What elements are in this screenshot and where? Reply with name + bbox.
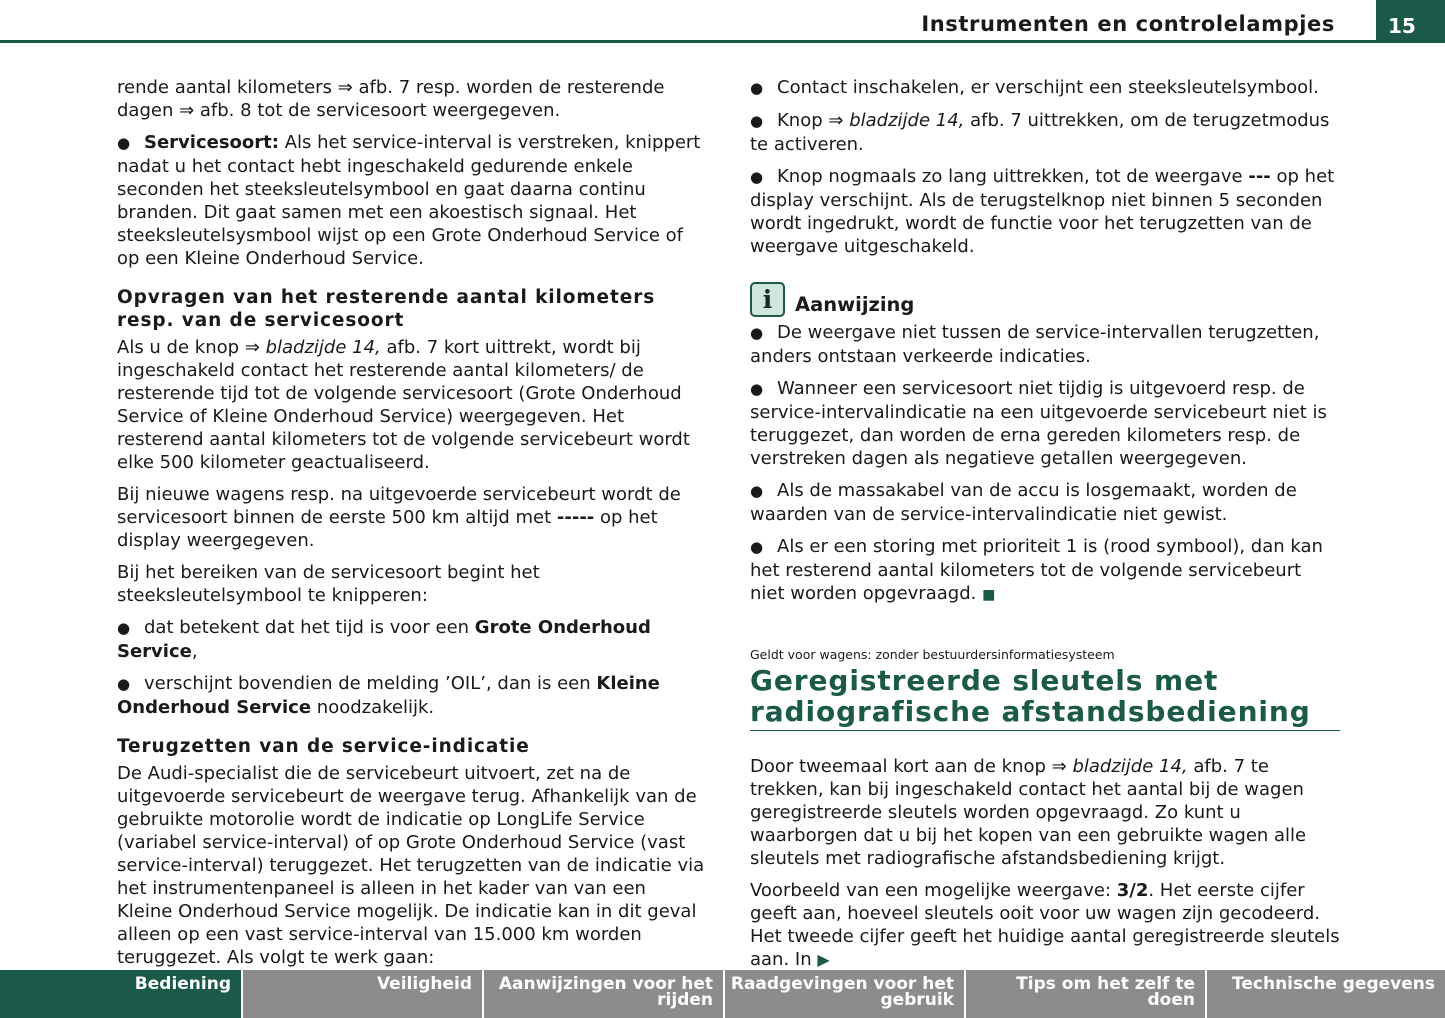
bullet-item — [117, 131, 705, 270]
note-bullet — [750, 535, 1340, 607]
paragraph: Bij het bereiken van de servicesoort begint het steeksleutelsymbool te knipperen: — [117, 562, 540, 606]
text: Bij nieuwe wagens resp. na uitgevoerde servicebeurt wordt de servicesoort binnen de eerste 500 km altijd met — [117, 484, 681, 528]
text: afb. 7 kort uittrekt, wordt bij ingeschakeld contact het resterende aantal kilometers/ de resterende tijd tot de volgende servicesoort (Grote Onderhoud Service of Kleine Onderhoud Service) weergegeven. Het resterend aantal kilometers tot de volgende servicebeurt wordt elke 500 kilometer geactualiseerd. — [117, 337, 690, 473]
note-bullet: ● Als de massakabel van de accu is losgemaakt, worden de waarden van de service-intervalindicatie niet gewist. — [750, 479, 1340, 526]
bullet-text: Als het service-interval is verstreken, knippert nadat u het contact hebt ingeschakeld gedurende enkele seconden het steeksleutelsymbool en gaat daarna continu branden. Dit gaat samen met een akoestisch signaal. Het steeksleutelsysmbool wijst op een Grote Onderhoud Service of op een Kleine Onderhoud Service. — [117, 132, 701, 269]
page-number: 15 — [1376, 0, 1445, 43]
bullet-item — [117, 616, 705, 663]
bold-term: Kleine Onderhoud Service — [117, 673, 660, 718]
applicability-note: Geldt voor wagens: zonder bestuurdersinformatiesysteem — [750, 647, 1115, 662]
text: Door tweemaal kort aan de knop ⇒ — [750, 756, 1073, 777]
display-value: 3/2 — [1116, 880, 1149, 901]
subheading: Terugzetten van de service-indicatie — [117, 736, 530, 757]
display-symbol: --- — [1248, 166, 1271, 187]
note-bullet: ● De weergave niet tussen de service-intervallen terugzetten, anders ontstaan verkeerde indicaties. — [750, 321, 1340, 368]
paragraph — [117, 483, 705, 552]
text: Voorbeeld van een mogelijke weergave: — [750, 880, 1117, 901]
text: Als u de knop ⇒ — [117, 337, 266, 358]
note-bullet: ● Wanneer een servicesoort niet tijdig is uitgevoerd resp. de service-intervalindicatie na een uitgevoerde servicebeurt niet is teruggezet, dan worden de erna gereden kilometers resp. de verstreken dagen als negatieve getallen weergegeven. — [750, 377, 1340, 470]
display-symbol: ----- — [556, 507, 595, 528]
paragraph — [750, 755, 1340, 870]
text: afb. 7 te trekken, kan bij ingeschakeld contact het aantal bij de wagen geregistreerde sleutels worden opgevraagd. Zo kunt u waarborgen dat u bij het kopen van een gebruikte wagen alle sleutels met radiografische afstandsbediening krijgt. — [750, 756, 1307, 869]
continue-arrow-icon: ▶ — [817, 950, 830, 969]
text: afb. 7 uittrekken, om de terugzetmodus te activeren. — [750, 110, 1330, 155]
note-heading — [750, 282, 1340, 317]
page-reference: bladzijde 14, — [849, 110, 965, 131]
info-icon: i — [750, 282, 785, 317]
text: Knop nogmaals zo lang uittrekken, tot de weergave — [777, 166, 1249, 187]
tab-raadgevingen[interactable]: Raadgevingen voor het gebruik — [725, 970, 964, 1018]
text: op het display verschijnt. Als de terugstelknop niet binnen 5 seconden wordt ingedrukt, wordt de functie voor het terugzetten van de weergave uitgeschakeld. — [750, 166, 1335, 257]
end-of-section-icon: ■ — [982, 587, 996, 603]
chapter-title: Instrumenten en controlelampjes — [921, 12, 1335, 36]
tab-veiligheid[interactable]: Veiligheid — [243, 970, 482, 1018]
page-reference: bladzijde 14, — [265, 337, 381, 358]
left-column — [117, 76, 705, 978]
text: . Het eerste cijfer geeft aan, hoeveel sleutels ooit voor uw wagen zijn gecodeerd. Het tweede cijfer geeft het huidige aantal geregistreerde sleutels aan. In — [750, 880, 1340, 970]
text: op het display weergegeven. — [117, 507, 658, 551]
tab-bediening[interactable]: Bediening — [0, 970, 241, 1018]
section-title: Geregistreerde sleutels met radiografische afstandsbediening — [750, 665, 1340, 731]
text: Knop ⇒ — [777, 110, 850, 131]
text: noodzakelijk. — [311, 697, 435, 718]
tab-technische-gegevens[interactable]: Technische gegevens — [1207, 970, 1445, 1018]
header-rule — [0, 40, 1376, 43]
text: dat betekent dat het tijd is voor een — [144, 617, 475, 638]
bullet-item — [117, 672, 705, 719]
subheading: Opvragen van het resterende aantal kilometers resp. van de servicesoort — [117, 287, 656, 331]
bold-term: Grote Onderhoud Service — [117, 617, 651, 662]
note-title: Aanwijzing — [795, 293, 915, 316]
footer-tabs — [0, 970, 1445, 1018]
bold-term: Servicesoort: — [144, 132, 279, 153]
text: Als er een storing met prioriteit 1 is (rood symbool), dan kan het resterend aantal kilometers tot de volgende servicebeurt niet worden opgevraagd. — [750, 536, 1323, 604]
paragraph: De Audi-specialist die de servicebeurt uitvoert, zet na de uitgevoerde servicebeurt de weergave terug. Afhankelijk van de gebruikte motorolie wordt de indicatie op LongLife Service (variabel service-interval) of op Grote Onderhoud Service (vast service-interval) teruggezet. Het terugzetten van de indicatie via het instrumentenpaneel is alleen in het kader van van een Kleine Onderhoud Service mogelijk. De indicatie kan in dit geval alleen op een vast service-interval van 15.000 km worden teruggezet. Als volgt te werk gaan: — [117, 763, 705, 968]
bullet-item — [750, 109, 1340, 156]
paragraph — [117, 336, 705, 474]
paragraph: rende aantal kilometers ⇒ afb. 7 resp. worden de resterende dagen ⇒ afb. 8 tot de servicesoort weergegeven. — [117, 77, 665, 121]
bullet-item: ● Contact inschakelen, er verschijnt een steeksleutelsymbool. — [750, 76, 1340, 100]
tab-aanwijzingen[interactable]: Aanwijzingen voor het rijden — [484, 970, 723, 1018]
bullet-item — [750, 165, 1340, 258]
text: verschijnt bovendien de melding ’OIL’, dan is een — [144, 673, 597, 694]
paragraph — [750, 879, 1340, 971]
text: , — [191, 641, 198, 662]
right-column — [750, 76, 1340, 980]
tab-tips[interactable]: Tips om het zelf te doen — [966, 970, 1205, 1018]
page-reference: bladzijde 14, — [1072, 756, 1188, 777]
